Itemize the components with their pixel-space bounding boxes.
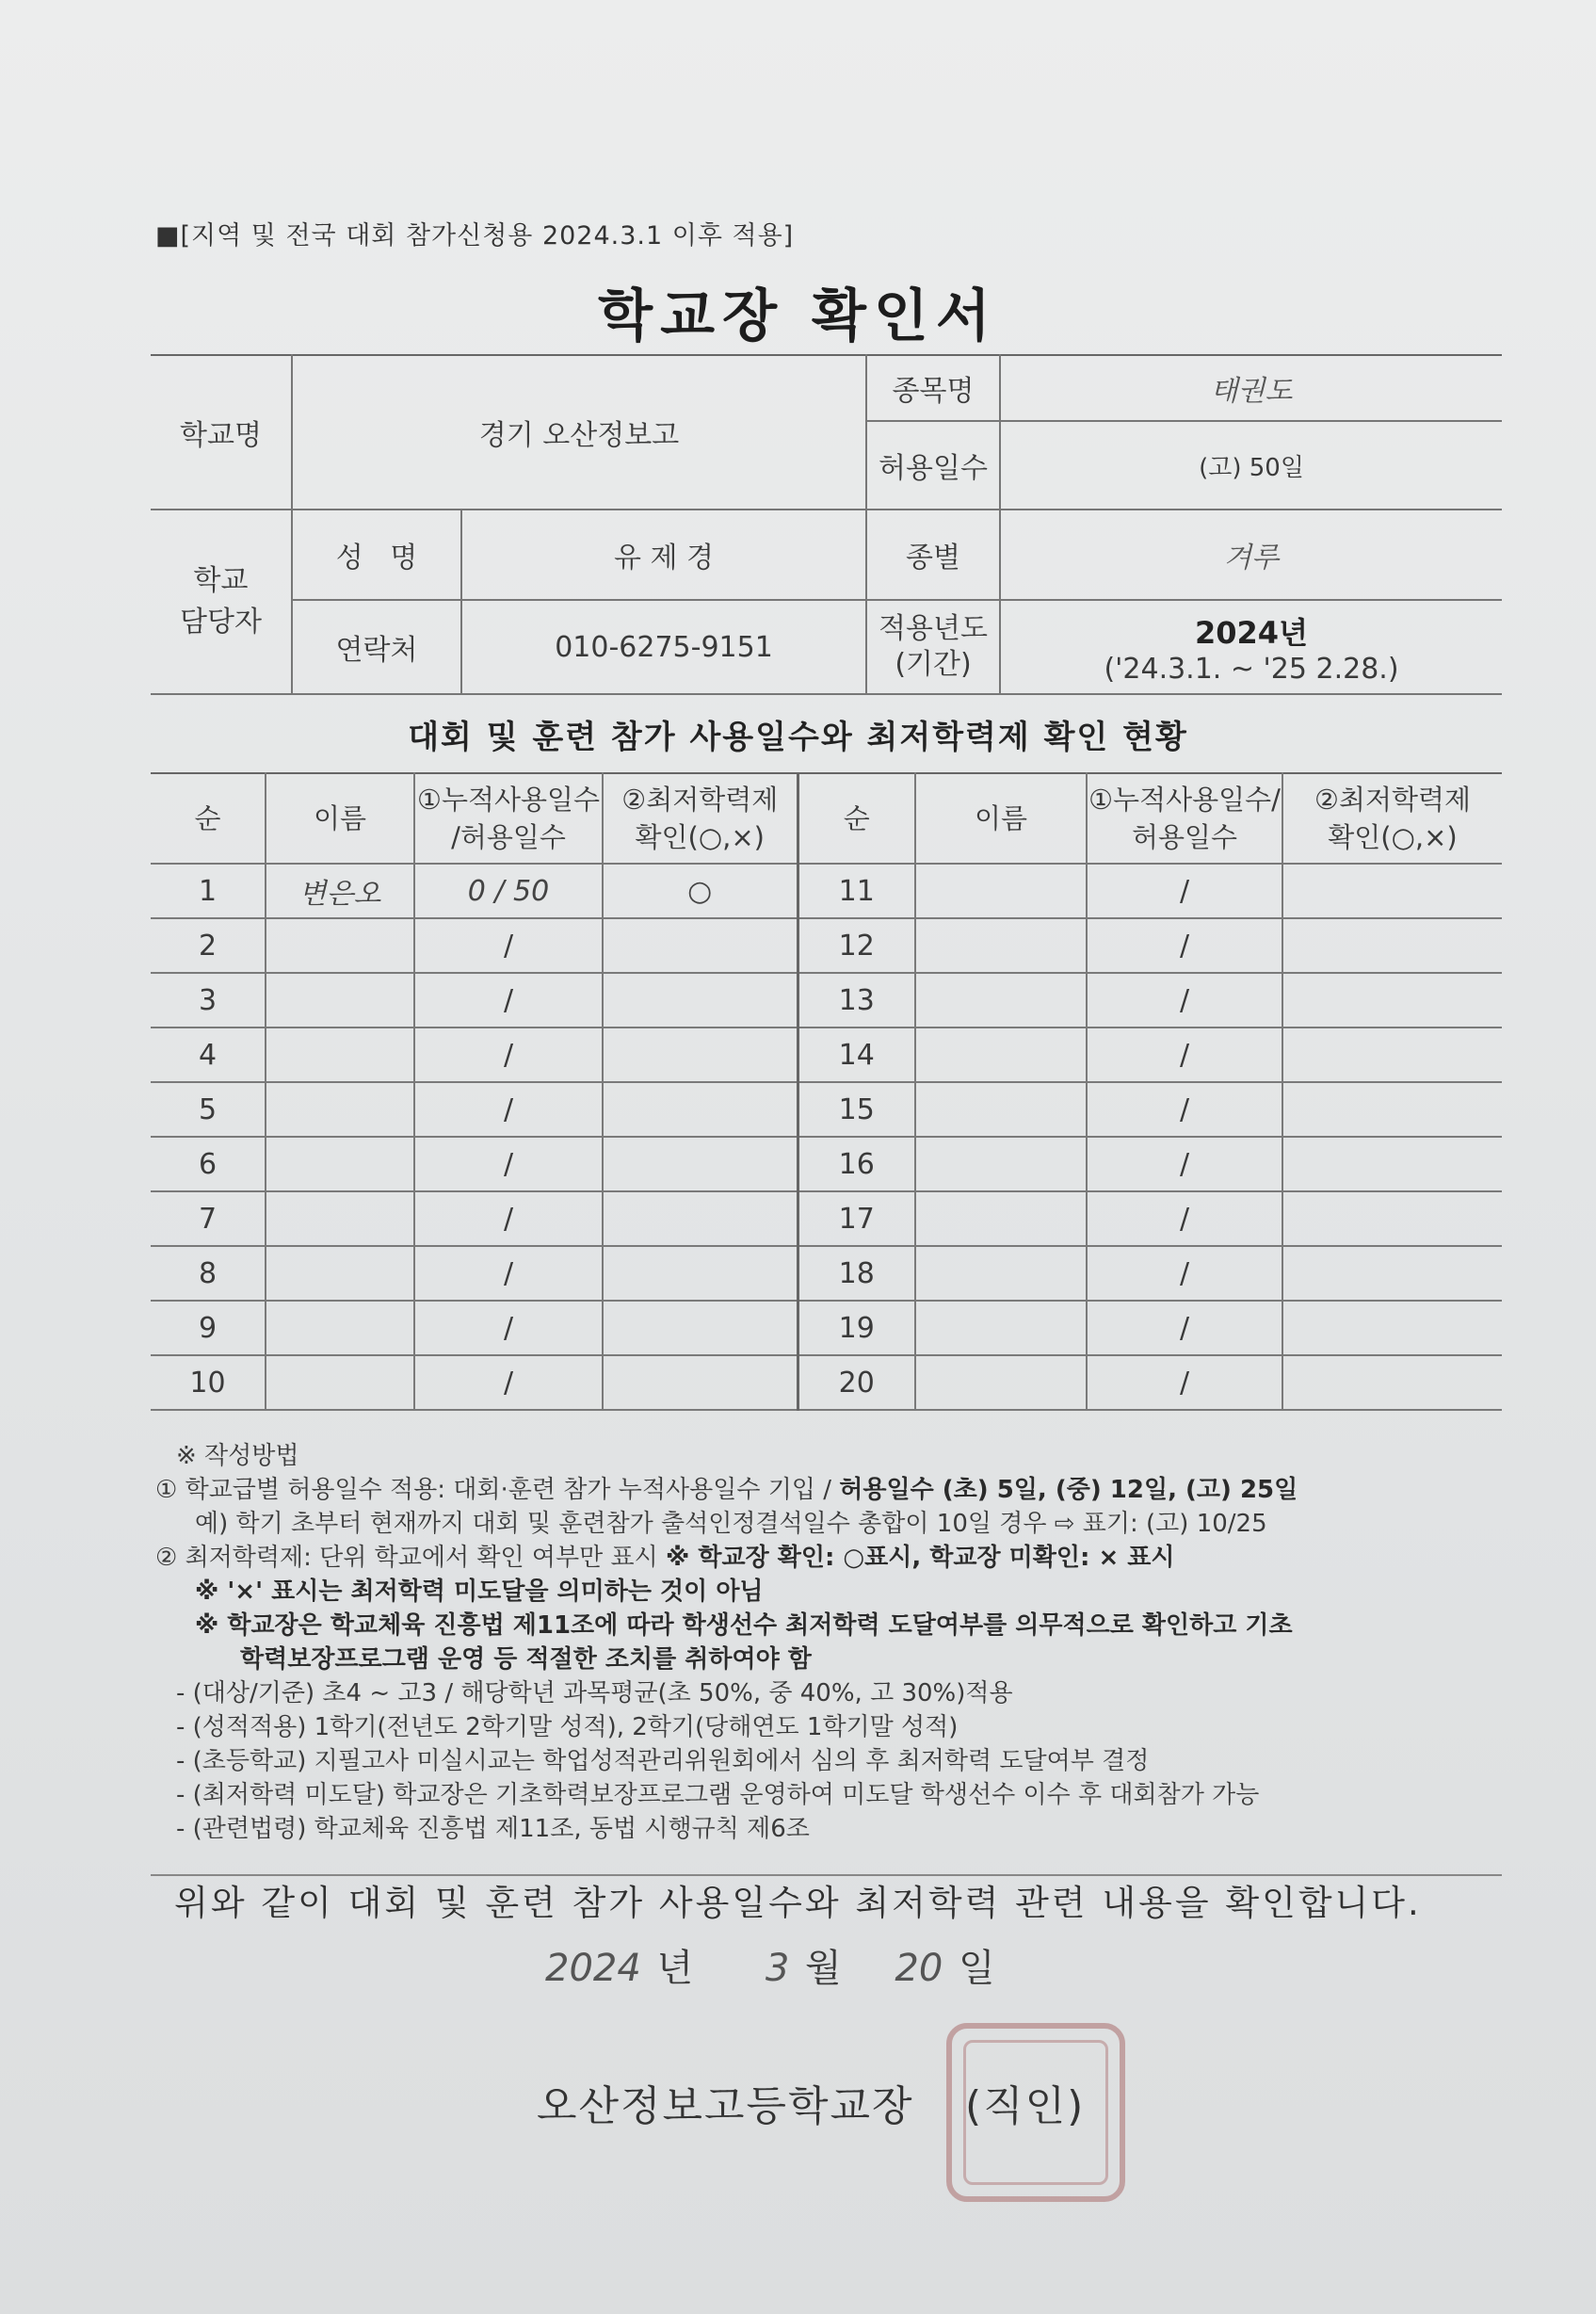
row-check <box>603 1301 798 1355</box>
row-no-right: 20 <box>798 1355 915 1410</box>
row-used-days-right: / <box>1087 973 1282 1028</box>
row-no: 5 <box>151 1082 266 1137</box>
header-note: ■[지역 및 전국 대회 참가신청용 2024.3.1 이후 적용] <box>155 221 795 251</box>
note-3: ※ '×' 표시는 최저학력 미도달을 의미하는 것이 아님 <box>195 1578 764 1606</box>
row-name <box>266 1246 414 1301</box>
row-used-days: / <box>414 1246 603 1301</box>
row-check <box>603 1246 798 1301</box>
row-check <box>603 973 798 1028</box>
row-name <box>266 1191 414 1246</box>
document-title: 학교장 확인서 <box>598 283 998 349</box>
sport-label: 종목명 <box>866 355 1000 421</box>
table-header-row <box>151 773 1502 864</box>
row-no-right: 19 <box>798 1301 915 1355</box>
period-year: 2024년 <box>1195 614 1308 651</box>
col-no: 순 <box>151 773 266 864</box>
row-name-right <box>915 1355 1087 1410</box>
date-day-label: 일 <box>959 1947 995 1990</box>
date-month-label: 월 <box>805 1947 842 1990</box>
detail-1: - (대상/기준) 초4 ~ 고3 / 해당학년 과목평균(초 50%, 중 40%, 고 30%)적용 <box>176 1679 1013 1707</box>
row-used-days-right: / <box>1087 1137 1282 1191</box>
row-used-days: / <box>414 1355 603 1410</box>
table-row <box>151 918 1502 973</box>
row-check-right <box>1282 1137 1502 1191</box>
confirmation-text: 위와 같이 대회 및 훈련 참가 사용일수와 최저학력 관련 내용을 확인합니다. <box>174 1883 1422 1923</box>
row-used-days-right: / <box>1087 1355 1282 1410</box>
row-check-right <box>1282 1355 1502 1410</box>
date-month: 3 <box>765 1947 790 1990</box>
row-no: 2 <box>151 918 266 973</box>
category-value: 겨루 <box>1000 510 1502 600</box>
col-used: ①누적사용일수 /허용일수 <box>414 773 603 864</box>
seal-label: (직인) <box>965 2082 1086 2130</box>
row-used-days: / <box>414 1137 603 1191</box>
row-name <box>266 1355 414 1410</box>
col-name-right: 이름 <box>915 773 1087 864</box>
table-row <box>151 973 1502 1028</box>
row-no: 3 <box>151 973 266 1028</box>
allowed-days-label: 허용일수 <box>866 421 1000 510</box>
row-no: 8 <box>151 1246 266 1301</box>
row-used-days-right: / <box>1087 1301 1282 1355</box>
date-year-label: 년 <box>656 1947 694 1990</box>
row-name <box>266 1137 414 1191</box>
table-row <box>151 1355 1502 1410</box>
row-no-right: 15 <box>798 1082 915 1137</box>
row-no-right: 12 <box>798 918 915 973</box>
period-label: 적용년도 (기간) <box>866 600 1000 694</box>
row-name <box>266 1082 414 1137</box>
row-name-right <box>915 1301 1087 1355</box>
row-no-right: 11 <box>798 864 915 918</box>
school-info-table <box>151 354 1502 695</box>
row-used-days: / <box>414 1028 603 1082</box>
instructions <box>155 1439 1511 1846</box>
category-label: 종별 <box>866 510 1000 600</box>
name-value: 유 제 경 <box>461 510 866 600</box>
col-check: ②최저학력제 확인(○,×) <box>603 773 798 864</box>
note-2a: ② 최저학력제: 단위 학교에서 확인 여부만 표시 <box>155 1544 658 1572</box>
row-name: 변은오 <box>266 864 414 918</box>
row-no-right: 18 <box>798 1246 915 1301</box>
table-row <box>151 1137 1502 1191</box>
table-row <box>151 1246 1502 1301</box>
row-name-right <box>915 1246 1087 1301</box>
row-used-days: 0 / 50 <box>414 864 603 918</box>
row-check <box>603 1137 798 1191</box>
table-row <box>151 1191 1502 1246</box>
section-title: 대회 및 훈련 참가 사용일수와 최저학력제 확인 현황 <box>408 719 1188 756</box>
row-check-right <box>1282 1082 1502 1137</box>
date-line <box>541 1938 995 1992</box>
col-no-right: 순 <box>798 773 915 864</box>
row-used-days-right: / <box>1087 1246 1282 1301</box>
row-name-right <box>915 918 1087 973</box>
detail-5: - (관련법령) 학교체육 진흥법 제11조, 동법 시행규칙 제6조 <box>176 1815 810 1843</box>
row-name-right <box>915 1191 1087 1246</box>
row-no-right: 14 <box>798 1028 915 1082</box>
row-name <box>266 918 414 973</box>
row-check <box>603 1082 798 1137</box>
usage-table <box>151 772 1502 1411</box>
row-used-days-right: / <box>1087 918 1282 973</box>
row-used-days-right: / <box>1087 1191 1282 1246</box>
row-used-days-right: / <box>1087 864 1282 918</box>
row-name <box>266 1028 414 1082</box>
row-used-days: / <box>414 1082 603 1137</box>
col-check-right: ②최저학력제 확인(○,×) <box>1282 773 1502 864</box>
table-row <box>151 1301 1502 1355</box>
notes-heading: ※ 작성방법 <box>176 1442 299 1470</box>
row-no: 1 <box>151 864 266 918</box>
table-row <box>151 864 1502 918</box>
row-check-right <box>1282 918 1502 973</box>
row-check-right <box>1282 1301 1502 1355</box>
row-check <box>603 918 798 973</box>
row-no: 4 <box>151 1028 266 1082</box>
row-check-right <box>1282 1028 1502 1082</box>
sport-value: 태권도 <box>1000 355 1502 421</box>
row-used-days-right: / <box>1087 1028 1282 1082</box>
row-name-right <box>915 1137 1087 1191</box>
row-check <box>603 1355 798 1410</box>
table-row <box>151 1028 1502 1082</box>
signer-name: 오산정보고등학교장 <box>537 2082 914 2130</box>
note-1c: 예) 학기 초부터 현재까지 대회 및 훈련참가 출석인정결석일수 총합이 10일 경우 ⇨ 표기: (고) 10/25 <box>195 1510 1267 1538</box>
date-day: 20 <box>895 1947 943 1990</box>
row-no-right: 17 <box>798 1191 915 1246</box>
row-used-days: / <box>414 1301 603 1355</box>
note-4a: ※ 학교장은 학교체육 진흥법 제11조에 따라 학생선수 최저학력 도달여부를 의무적으로 확인하고 기초 <box>195 1611 1293 1640</box>
row-check-right <box>1282 973 1502 1028</box>
row-check-right <box>1282 1191 1502 1246</box>
row-check <box>603 1028 798 1082</box>
row-check <box>603 1191 798 1246</box>
note-4b: 학력보장프로그램 운영 등 적절한 조치를 취하여야 함 <box>240 1645 812 1674</box>
row-check-right <box>1282 1246 1502 1301</box>
period-range: ('24.3.1. ~ '25 2.28.) <box>1104 652 1399 686</box>
row-name-right <box>915 864 1087 918</box>
col-name: 이름 <box>266 773 414 864</box>
row-name <box>266 973 414 1028</box>
period-cell <box>1000 600 1502 694</box>
allowed-days-value: (고) 50일 <box>1000 421 1502 510</box>
row-name-right <box>915 1082 1087 1137</box>
detail-4: - (최저학력 미도달) 학교장은 기초학력보장프로그램 운영하여 미도달 학생선수 이수 후 대회참가 가능 <box>176 1781 1260 1809</box>
row-used-days: / <box>414 918 603 973</box>
detail-3: - (초등학교) 지필고사 미실시교는 학업성적관리위원회에서 심의 후 최저학력 도달여부 결정 <box>176 1747 1150 1775</box>
row-no: 7 <box>151 1191 266 1246</box>
note-2b: ※ 학교장 확인: ○표시, 학교장 미확인: × 표시 <box>666 1544 1175 1572</box>
row-name <box>266 1301 414 1355</box>
table-row <box>151 1082 1502 1137</box>
row-check: ○ <box>603 864 798 918</box>
name-label: 성 명 <box>292 510 461 600</box>
row-used-days-right: / <box>1087 1082 1282 1137</box>
col-used-right: ①누적사용일수/ 허용일수 <box>1087 773 1282 864</box>
school-name: 경기 오산정보고 <box>292 355 866 510</box>
manager-label: 학교 담당자 <box>151 510 292 694</box>
school-label: 학교명 <box>151 355 292 510</box>
detail-2: - (성적적용) 1학기(전년도 2학기말 성적), 2학기(당해연도 1학기말 성적) <box>176 1713 959 1741</box>
contact-label: 연락처 <box>292 600 461 694</box>
row-check-right <box>1282 864 1502 918</box>
row-no-right: 16 <box>798 1137 915 1191</box>
row-used-days: / <box>414 1191 603 1246</box>
note-1b: 허용일수 (초) 5일, (중) 12일, (고) 25일 <box>839 1476 1298 1504</box>
row-no: 9 <box>151 1301 266 1355</box>
row-no-right: 13 <box>798 973 915 1028</box>
row-name-right <box>915 973 1087 1028</box>
contact-value: 010-6275-9151 <box>461 600 866 694</box>
date-year: 2024 <box>545 1947 641 1990</box>
row-used-days: / <box>414 973 603 1028</box>
row-no: 10 <box>151 1355 266 1410</box>
row-no: 6 <box>151 1137 266 1191</box>
row-name-right <box>915 1028 1087 1082</box>
note-1a: ① 학교급별 허용일수 적용: 대회·훈련 참가 누적사용일수 기입 / <box>155 1476 831 1504</box>
